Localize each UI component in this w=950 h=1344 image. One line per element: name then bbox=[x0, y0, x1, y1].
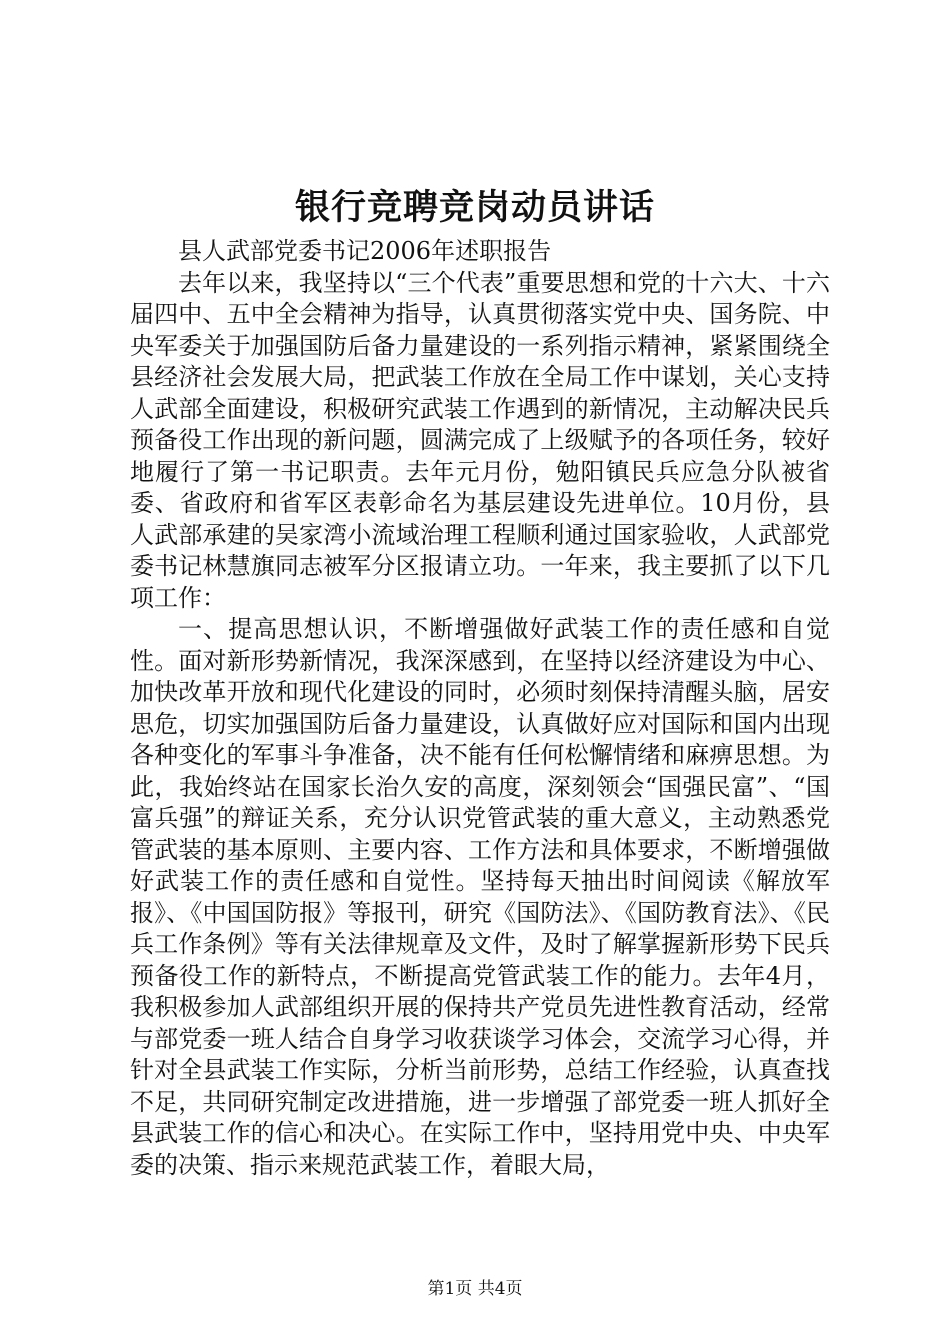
paragraph: 一、提高思想认识，不断增强做好武装工作的责任感和自觉性。面对新形势新情况，我深深感到，在坚持以经济建设为中心、加快改革开放和现代化建设的同时，必须时刻保持清醒头脑，居安思危，切实加强国防后备力量建设，认真做好应对国际和国内出现各种变化的军事斗争准备，决不能有任何松懈情绪和麻痹思想。为此，我始终站在国家长治久安的高度，深刻领会“国强民富”、“国富兵强”的辩证关系，充分认识党管武装的重大意义，主动熟悉党管武装的基本原则、主要内容、工作方法和具体要求，不断增强做好武装工作的责任感和自觉性。坚持每天抽出时间阅读《解放军报》、《中国国防报》等报刊，研究《国防法》、《国防教育法》、《民兵工作条例》等有关法律规章及文件，及时了解掌握新形势下民兵预备役工作的新特点，不断提高党管武装工作的能力。去年4月，我积极参加人武部组织开展的保持共产党员先进性教育活动，经常与部党委一班人结合自身学习收获谈学习体会，交流学习心得，并针对全县武装工作实际，分析当前形势，总结工作经验，认真查找不足，共同研究制定改进措施，进一步增强了部党委一班人抓好全县武装工作的信心和决心。在实际工作中，坚持用党中央、中央军委的决策、指示来规范武装工作，着眼大局， bbox=[130, 615, 830, 1179]
document-title: 银行竞聘竞岗动员讲话 bbox=[294, 187, 655, 228]
paragraph: 去年以来，我坚持以“三个代表”重要思想和党的十六大、十六届四中、五中全会精神为指导，认真贯彻落实党中央、国务院、中央军委关于加强国防后备力量建设的一系列指示精神，紧紧围绕全县经济社会发展大局，把武装工作放在全局工作中谋划，关心支持人武部全面建设，积极研究武装工作遇到的新情况，主动解决民兵预备役工作出现的新问题，圆满完成了上级赋予的各项任务，较好地履行了第一书记职责。去年元月份，勉阳镇民兵应急分队被省委、省政府和省军区表彰命名为基层建设先进单位。10月份，县人武部承建的吴家湾小流域治理工程顺利通过国家验收，人武部党委书记林慧旗同志被军分区报请立功。一年来，我主要抓了以下几项工作： bbox=[130, 268, 830, 612]
page-number-footer: 第1页 共4页 bbox=[427, 1279, 523, 1299]
document-body bbox=[130, 236, 830, 1181]
document-subtitle: 县人武部党委书记2006年述职报告 bbox=[178, 237, 552, 265]
